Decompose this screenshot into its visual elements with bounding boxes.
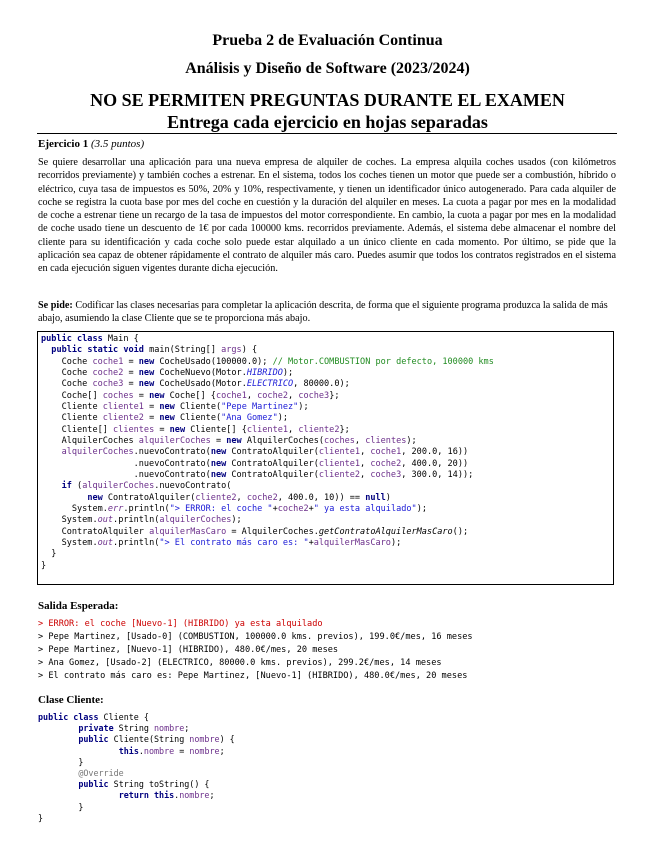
code-line: Coche coche1 = new CocheUsado(100000.0); // Motor.COMBUSTION por defecto, 100000 kms — [41, 356, 494, 367]
main-code — [41, 334, 494, 572]
code-line: System.err.println("> ERROR: el coche "+coche2+" ya esta alquilado"); — [41, 503, 427, 514]
code-line: Coche coche2 = new CocheNuevo(Motor.HIBRIDO); — [41, 367, 294, 378]
code-line: public class Main { — [41, 334, 139, 344]
code-line: Coche[] coches = new Coche[] {coche1, coche2, coche3}; — [41, 390, 340, 401]
output-line: > Pepe Martinez, [Nuevo-1] (HIBRIDO), 480.0€/mes, 20 meses — [38, 645, 339, 655]
code-line: } — [41, 560, 47, 571]
task-label: Se pide: — [38, 300, 73, 311]
main-code-box — [37, 331, 614, 585]
code-line: System.out.println(alquilerCoches); — [41, 515, 242, 526]
output-line: > Ana Gomez, [Usado-2] (ELECTRICO, 80000.0 kms. previos), 299.2€/mes, 14 meses — [38, 658, 442, 668]
output-line: > Pepe Martinez, [Usado-0] (COMBUSTION, 100000.0 kms. previos), 199.0€/mes, 16 meses — [38, 632, 473, 642]
code-line: Cliente cliente2 = new Cliente("Ana Gomez"); — [41, 413, 289, 424]
expected-output — [38, 618, 473, 683]
code-line: ContratoAlquiler alquilerMasCaro = AlquilerCoches.getContratoAlquilerMasCaro(); — [41, 526, 469, 537]
code-line: alquilerCoches.nuevoContrato(new ContratoAlquiler(cliente1, coche1, 200.0, 16)) — [61, 447, 469, 458]
code-line: if (alquilerCoches.nuevoContrato( — [61, 481, 232, 492]
code-line: public static void main(String[] args) { — [51, 345, 258, 356]
code-line: Coche coche3 = new CocheUsado(Motor.ELECTRICO, 80000.0); — [41, 379, 350, 390]
code-line: private String nombre; — [78, 723, 190, 734]
exercise-header — [38, 138, 144, 150]
divider — [37, 133, 617, 134]
output-line: > El contrato más caro es: Pepe Martinez, [Nuevo-1] (HIBRIDO), 480.0€/mes, 20 meses — [38, 671, 468, 681]
exercise-task — [38, 299, 616, 326]
code-line: } — [41, 549, 57, 560]
output-line-error: > ERROR: el coche [Nuevo-1] (HIBRIDO) ya esta alquilado — [38, 619, 323, 629]
title-subject: Análisis y Diseño de Software (2023/2024) — [185, 60, 470, 77]
code-line: } — [38, 801, 84, 812]
notice-separate-sheets: Entrega cada ejercicio en hojas separadas — [167, 112, 488, 132]
code-line: } — [38, 756, 84, 767]
code-line: .nuevoContrato(new ContratoAlquiler(cliente1, coche2, 400.0, 20)) — [41, 458, 469, 469]
code-line: public String toString() { — [78, 779, 210, 790]
code-line: AlquilerCoches alquilerCoches = new AlquilerCoches(coches, clientes); — [41, 435, 417, 446]
exercise-description: Se quiere desarrollar una aplicación para una nueva empresa de alquiler de coches. La empresa alquila coches usados (con kilómetros recorridos previamente) y también coches a estrenar. En el sistema, todos los coches tienen un motor que puede ser a combustión, híbrido o eléctrico, cuya tasa de impuestos es 50%, 20% y 10%, respectivamente, y tienen un identificador único autogenerado. Para cada alquiler de coche se registra la cuota base por mes del coche en cuestión y la duración del alquiler en meses. La cuota a pagar por mes en la modalidad de coche a estrenar tiene un recargo de la tasa de impuestos del motor correspondiente. En cambio, la cuota a pagar por mes en la modalidad de coche usado tiene un descuento de 1€ por cada 100000 kms. recorridos previamente. Además, el sistema debe almacenar el nombre del cliente para su identificación y cada coche solo puede estar alquilado a un único cliente en cada momento. Por último, se pide que la aplicación sea capaz de obtener rápidamente el contrato de alquiler más caro. Puedes asumir que todos los contratos registrados en el sistema en cada ejecución siguen vigentes durante dicha ejecución. — [38, 157, 616, 275]
code-line: return this.nombre; — [118, 790, 215, 801]
code-line: Cliente[] clientes = new Cliente[] {cliente1, cliente2}; — [41, 424, 350, 435]
cliente-class-label: Clase Cliente: — [38, 694, 104, 706]
code-line: @Override — [78, 768, 124, 779]
cliente-class-code — [38, 712, 235, 824]
code-line: public Cliente(String nombre) { — [78, 734, 235, 745]
code-line: .nuevoContrato(new ContratoAlquiler(cliente2, coche3, 300.0, 14)); — [41, 469, 474, 480]
code-line: this.nombre = nombre; — [118, 745, 225, 756]
code-line: Cliente cliente1 = new Cliente("Pepe Martinez"); — [41, 401, 309, 412]
exercise-points: (3.5 puntos) — [90, 138, 145, 150]
expected-output-label: Salida Esperada: — [38, 600, 119, 612]
code-line: } — [38, 812, 44, 823]
exercise-label: Ejercicio 1 — [38, 138, 89, 150]
task-text: Codificar las clases necesarias para completar la aplicación descrita, de forma que el siguiente programa produzca la salida de más abajo, asumiendo la clase Cliente que se te proporciona más abajo. — [38, 300, 608, 325]
code-line: new ContratoAlquiler(cliente2, coche2, 400.0, 10)) == null) — [87, 492, 391, 503]
code-line: public class Cliente { — [38, 712, 149, 722]
code-line: System.out.println("> El contrato más caro es: "+alquilerMasCaro); — [41, 537, 402, 548]
notice-no-questions: NO SE PERMITEN PREGUNTAS DURANTE EL EXAMEN — [90, 90, 565, 110]
title-course-test: Prueba 2 de Evaluación Continua — [212, 32, 443, 49]
